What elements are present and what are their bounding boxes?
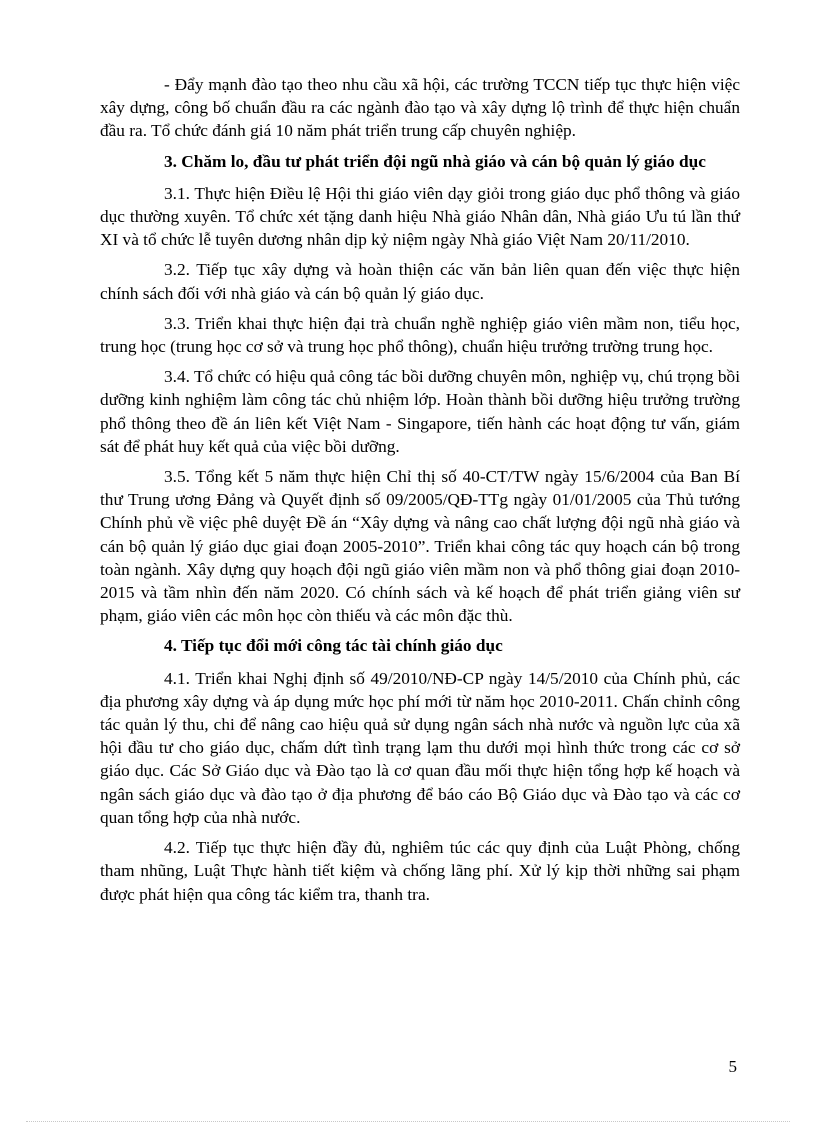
paragraph-3-5: 3.5. Tổng kết 5 năm thực hiện Chỉ thị số 40-CT/TW ngày 15/6/2004 của Ban Bí thư Trung ương Đảng và Quyết định số 09/2005/QĐ-TTg ngày 01/01/2005 của Thủ tướng Chính phủ về việc phê duyệt Đề án “Xây dựng và nâng cao chất lượng đội ngũ nhà giáo và cán bộ quản lý giáo dục giai đoạn 2005-2010”. Triển khai công tác quy hoạch cán bộ trong toàn ngành. Xây dựng quy hoạch đội ngũ giáo viên mầm non và phổ thông giai đoạn 2010-2015 và tầm nhìn đến năm 2020. Có chính sách và kế hoạch để phát triển giảng viên sư phạm, giáo viên các môn học còn thiếu và các môn đặc thù. xyxy=(100,467,740,626)
paragraph-3-1: 3.1. Thực hiện Điều lệ Hội thi giáo viên dạy giỏi trong giáo dục phổ thông và giáo dục thường xuyên. Tổ chức xét tặng danh hiệu Nhà giáo Nhân dân, Nhà giáo Ưu tú lần thứ XI và tổ chức lễ tuyên dương nhân dịp kỷ niệm ngày Nhà giáo Việt Nam 20/11/2010. xyxy=(100,183,740,250)
page-bottom-divider xyxy=(26,1121,790,1122)
paragraph-3-4: 3.4. Tổ chức có hiệu quả công tác bồi dưỡng chuyên môn, nghiệp vụ, chú trọng bồi dưỡng kinh nghiệm làm công tác chủ nhiệm lớp. Hoàn thành bồi dưỡng hiệu trưởng trường phổ thông theo đề án liên kết Việt Nam - Singapore, tiến hành các hoạt động tư vấn, giám sát để phát huy kết quả của việc bồi dưỡng. xyxy=(100,367,740,456)
paragraph-4-1: 4.1. Triển khai Nghị định số 49/2010/NĐ-CP ngày 14/5/2010 của Chính phủ, các địa phương xây dựng và áp dụng mức học phí mới từ năm học 2010-2011. Chấn chỉnh công tác quản lý thu, chi để nâng cao hiệu quả sử dụng ngân sách nhà nước và nguồn lực của xã hội đầu tư cho giáo dục, chấm dứt tình trạng lạm thu dưới mọi hình thức trong các cơ sở giáo dục. Các Sở Giáo dục và Đào tạo là cơ quan đầu mối thực hiện tổng hợp kế hoạch và ngân sách giáo dục và đào tạo ở địa phương để báo cáo Bộ Giáo dục và Đào tạo và các cơ quan tổng hợp của nhà nước. xyxy=(100,668,740,827)
paragraph-training-output-standards: - Đẩy mạnh đào tạo theo nhu cầu xã hội, các trường TCCN tiếp tục thực hiện việc xây dựng, công bố chuẩn đầu ra các ngành đào tạo và xây dựng lộ trình để thực hiện chuẩn đầu ra. Tổ chức đánh giá 10 năm phát triển trung cấp chuyên nghiệp. xyxy=(100,75,740,141)
paragraph-3-2: 3.2. Tiếp tục xây dựng và hoàn thiện các văn bản liên quan đến việc thực hiện chính sách đối với nhà giáo và cán bộ quản lý giáo dục. xyxy=(100,260,740,303)
document-body xyxy=(100,73,740,913)
paragraph-3-3: 3.3. Triển khai thực hiện đại trà chuẩn nghề nghiệp giáo viên mầm non, tiểu học, trung học (trung học cơ sở và trung học phổ thông), chuẩn hiệu trưởng trường trung học. xyxy=(100,313,740,357)
section-heading-3: 3. Chăm lo, đầu tư phát triển đội ngũ nhà giáo và cán bộ quản lý giáo dục xyxy=(164,151,706,171)
section-heading-4: 4. Tiếp tục đổi mới công tác tài chính giáo dục xyxy=(164,636,503,656)
page-number: 5 xyxy=(728,1057,737,1076)
paragraph-4-2: 4.2. Tiếp tục thực hiện đầy đủ, nghiêm túc các quy định của Luật Phòng, chống tham nhũng, Luật Thực hành tiết kiệm và chống lãng phí. Xử lý kịp thời những sai phạm được phát hiện qua công tác kiểm tra, thanh tra. xyxy=(100,838,740,904)
